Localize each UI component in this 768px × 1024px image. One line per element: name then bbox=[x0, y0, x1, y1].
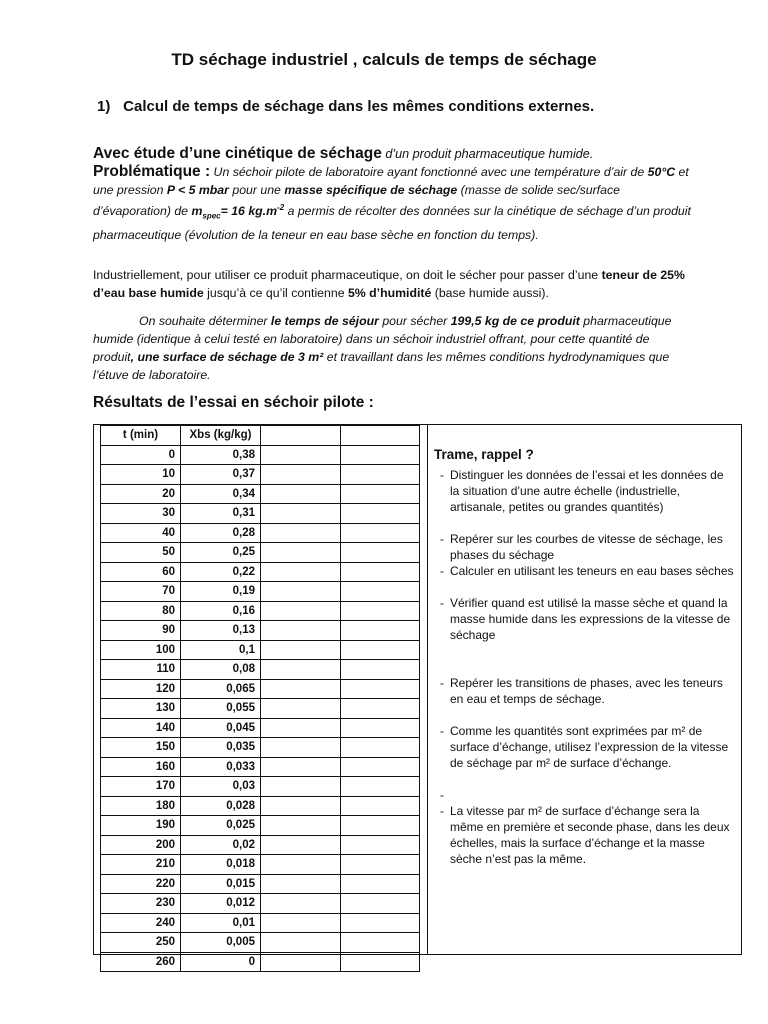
empty-cell bbox=[341, 874, 420, 894]
problem-paragraph bbox=[93, 163, 693, 244]
objective-text-2: pour sécher bbox=[378, 314, 451, 328]
empty-cell bbox=[261, 543, 341, 563]
empty-cell bbox=[341, 601, 420, 621]
table-row bbox=[101, 660, 420, 680]
empty-cell bbox=[261, 777, 341, 797]
table-row bbox=[101, 933, 420, 953]
xbs-cell: 0,025 bbox=[181, 816, 261, 836]
empty-cell bbox=[261, 484, 341, 504]
time-cell: 260 bbox=[101, 952, 181, 972]
empty-cell bbox=[261, 894, 341, 914]
problem-text-2: et une pression bbox=[93, 165, 689, 197]
drying-data-table bbox=[100, 425, 420, 972]
empty-cell bbox=[341, 621, 420, 641]
objective-paragraph bbox=[93, 312, 693, 384]
industrial-bold-1: teneur de 25% d’eau base humide bbox=[93, 268, 685, 300]
table-row bbox=[101, 874, 420, 894]
time-cell: 60 bbox=[101, 562, 181, 582]
time-cell: 170 bbox=[101, 777, 181, 797]
empty-cell bbox=[341, 523, 420, 543]
trame-item bbox=[440, 563, 736, 579]
xbs-cell: 0,38 bbox=[181, 445, 261, 465]
header-xbs: Xbs (kg/kg) bbox=[181, 426, 261, 446]
bullet-dash: - bbox=[440, 468, 444, 482]
table-row bbox=[101, 952, 420, 972]
empty-cell bbox=[261, 640, 341, 660]
empty-cell bbox=[341, 679, 420, 699]
xbs-cell: 0,28 bbox=[181, 523, 261, 543]
time-cell: 10 bbox=[101, 465, 181, 485]
trame-item bbox=[440, 531, 736, 563]
problem-m-symbol: m bbox=[191, 204, 203, 219]
trame-item-text: Vérifier quand est utilisé la masse sèche et quand la masse humide dans les expressions de la vitesse de séchage bbox=[450, 596, 731, 642]
xbs-cell: 0 bbox=[181, 952, 261, 972]
time-cell: 50 bbox=[101, 543, 181, 563]
time-cell: 90 bbox=[101, 621, 181, 641]
xbs-cell: 0,005 bbox=[181, 933, 261, 953]
empty-cell bbox=[341, 894, 420, 914]
xbs-cell: 0,065 bbox=[181, 679, 261, 699]
xbs-cell: 0,033 bbox=[181, 757, 261, 777]
trame-title: Trame, rappel ? bbox=[434, 447, 534, 462]
empty-cell bbox=[341, 952, 420, 972]
xbs-cell: 0,035 bbox=[181, 738, 261, 758]
table-row bbox=[101, 718, 420, 738]
empty-cell bbox=[261, 504, 341, 524]
table-row bbox=[101, 777, 420, 797]
xbs-cell: 0,055 bbox=[181, 699, 261, 719]
xbs-cell: 0,01 bbox=[181, 913, 261, 933]
empty-cell bbox=[261, 913, 341, 933]
trame-item-text: Distinguer les données de l’essai et les données de la situation d’une autre échelle (industrielle, artisanale, petites ou grandes quantités) bbox=[450, 468, 724, 514]
table-row bbox=[101, 523, 420, 543]
time-cell: 110 bbox=[101, 660, 181, 680]
empty-cell bbox=[261, 718, 341, 738]
empty-cell bbox=[341, 699, 420, 719]
trame-item bbox=[440, 723, 736, 771]
header-time: t (min) bbox=[101, 426, 181, 446]
xbs-cell: 0,22 bbox=[181, 562, 261, 582]
header-empty-1 bbox=[261, 426, 341, 446]
table-row bbox=[101, 504, 420, 524]
objective-text-1: On souhaite déterminer bbox=[139, 314, 271, 328]
trame-item bbox=[440, 803, 736, 867]
bullet-dash: - bbox=[440, 564, 444, 578]
header-empty-2 bbox=[341, 426, 420, 446]
xbs-cell: 0,1 bbox=[181, 640, 261, 660]
objective-text-3: pharmaceutique humide (identique à celui testé en laboratoire) dans un séchoir industriel offrant, pour cette quantité de produit bbox=[93, 314, 672, 364]
table-row bbox=[101, 757, 420, 777]
empty-cell bbox=[341, 582, 420, 602]
table-row bbox=[101, 621, 420, 641]
empty-cell bbox=[261, 679, 341, 699]
bullet-dash: - bbox=[440, 724, 444, 738]
xbs-cell: 0,03 bbox=[181, 777, 261, 797]
document-title: TD séchage industriel , calculs de temps de séchage bbox=[171, 50, 597, 69]
trame-item-text: Repérer les transitions de phases, avec les teneurs en eau et temps de séchage. bbox=[450, 676, 723, 706]
empty-cell bbox=[261, 952, 341, 972]
trame-item bbox=[440, 787, 736, 803]
industrial-text-2: jusqu’à ce qu’il contienne bbox=[203, 286, 348, 300]
time-cell: 190 bbox=[101, 816, 181, 836]
empty-cell bbox=[261, 601, 341, 621]
time-cell: 160 bbox=[101, 757, 181, 777]
empty-cell bbox=[261, 738, 341, 758]
time-cell: 0 bbox=[101, 445, 181, 465]
empty-cell bbox=[341, 484, 420, 504]
time-cell: 100 bbox=[101, 640, 181, 660]
trame-item bbox=[440, 675, 736, 707]
empty-cell bbox=[261, 757, 341, 777]
xbs-cell: 0,045 bbox=[181, 718, 261, 738]
table-row bbox=[101, 816, 420, 836]
table-row bbox=[101, 699, 420, 719]
problem-text-5: a permis de récolter des données sur la cinétique de séchage d’un produit pharmaceutique (évolution de la teneur en eau base sèche en fonction du temps). bbox=[93, 204, 691, 242]
empty-cell bbox=[261, 562, 341, 582]
time-cell: 140 bbox=[101, 718, 181, 738]
table-row bbox=[101, 601, 420, 621]
problem-temperature: 50°C bbox=[647, 165, 676, 179]
problem-pressure: P < 5 mbar bbox=[166, 183, 229, 197]
empty-cell bbox=[341, 718, 420, 738]
empty-cell bbox=[261, 796, 341, 816]
empty-cell bbox=[341, 640, 420, 660]
empty-cell bbox=[341, 777, 420, 797]
time-cell: 250 bbox=[101, 933, 181, 953]
empty-cell bbox=[341, 796, 420, 816]
empty-cell bbox=[261, 523, 341, 543]
time-cell: 220 bbox=[101, 874, 181, 894]
intro-head-italic: d’un produit pharmaceutique humide. bbox=[381, 147, 594, 161]
problem-m-exponent: -2 bbox=[277, 203, 285, 212]
empty-cell bbox=[341, 855, 420, 875]
empty-cell bbox=[341, 543, 420, 563]
table-row bbox=[101, 543, 420, 563]
trame-item-text: Comme les quantités sont exprimées par m² de surface d’échange, utilisez l’expression de la vitesse de séchage par m² de surface d’échange. bbox=[450, 724, 729, 770]
problem-m-value: = 16 kg.m bbox=[220, 204, 278, 219]
empty-cell bbox=[261, 660, 341, 680]
table-row bbox=[101, 484, 420, 504]
industrial-bold-2: 5% d’humidité bbox=[347, 286, 432, 300]
objective-bold-1: le temps de séjour bbox=[270, 314, 379, 328]
trame-list bbox=[440, 467, 736, 867]
intro-heading bbox=[93, 145, 693, 163]
table-row bbox=[101, 679, 420, 699]
empty-cell bbox=[341, 445, 420, 465]
empty-cell bbox=[341, 757, 420, 777]
xbs-cell: 0,018 bbox=[181, 855, 261, 875]
empty-cell bbox=[261, 874, 341, 894]
problem-text-1: Un séchoir pilote de laboratoire ayant fonctionné avec une température d’air de bbox=[210, 165, 648, 179]
xbs-cell: 0,012 bbox=[181, 894, 261, 914]
time-cell: 150 bbox=[101, 738, 181, 758]
xbs-cell: 0,31 bbox=[181, 504, 261, 524]
table-row bbox=[101, 855, 420, 875]
industrial-text-3: (base humide aussi). bbox=[431, 286, 549, 300]
empty-cell bbox=[261, 445, 341, 465]
results-heading: Résultats de l’essai en séchoir pilote : bbox=[93, 394, 374, 411]
xbs-cell: 0,25 bbox=[181, 543, 261, 563]
time-cell: 40 bbox=[101, 523, 181, 543]
trame-item-text: Repérer sur les courbes de vitesse de séchage, les phases du séchage bbox=[450, 532, 723, 562]
time-cell: 80 bbox=[101, 601, 181, 621]
bullet-dash: - bbox=[440, 532, 444, 546]
empty-cell bbox=[341, 738, 420, 758]
table-row bbox=[101, 562, 420, 582]
industrial-text-1: Industriellement, pour utiliser ce produit pharmaceutique, on doit le sécher pour passer d’une bbox=[93, 268, 602, 282]
problem-m-subscript: spec bbox=[202, 211, 221, 221]
time-cell: 200 bbox=[101, 835, 181, 855]
time-cell: 230 bbox=[101, 894, 181, 914]
time-cell: 20 bbox=[101, 484, 181, 504]
time-cell: 180 bbox=[101, 796, 181, 816]
table-header-row bbox=[101, 426, 420, 446]
table-row bbox=[101, 738, 420, 758]
xbs-cell: 0,37 bbox=[181, 465, 261, 485]
table-row bbox=[101, 796, 420, 816]
trame-item-text bbox=[450, 788, 453, 802]
empty-cell bbox=[341, 465, 420, 485]
question-text: Calcul de temps de séchage dans les mêmes conditions externes. bbox=[123, 98, 595, 115]
trame-item-text: Calculer en utilisant les teneurs en eau bases sèches bbox=[450, 564, 734, 578]
empty-cell bbox=[261, 816, 341, 836]
problem-specific-mass: masse spécifique de séchage bbox=[284, 183, 458, 197]
bullet-dash: - bbox=[440, 596, 444, 610]
time-cell: 120 bbox=[101, 679, 181, 699]
empty-cell bbox=[261, 835, 341, 855]
bullet-dash: - bbox=[440, 804, 444, 818]
empty-cell bbox=[261, 933, 341, 953]
xbs-cell: 0,08 bbox=[181, 660, 261, 680]
empty-cell bbox=[341, 913, 420, 933]
empty-cell bbox=[261, 855, 341, 875]
time-cell: 30 bbox=[101, 504, 181, 524]
trame-item bbox=[440, 595, 736, 643]
xbs-cell: 0,13 bbox=[181, 621, 261, 641]
empty-cell bbox=[341, 660, 420, 680]
xbs-cell: 0,34 bbox=[181, 484, 261, 504]
table-row bbox=[101, 582, 420, 602]
empty-cell bbox=[261, 621, 341, 641]
table-row bbox=[101, 835, 420, 855]
xbs-cell: 0,028 bbox=[181, 796, 261, 816]
empty-cell bbox=[341, 816, 420, 836]
empty-cell bbox=[341, 933, 420, 953]
bullet-dash: - bbox=[440, 788, 444, 802]
table-row bbox=[101, 640, 420, 660]
empty-cell bbox=[341, 562, 420, 582]
empty-cell bbox=[341, 504, 420, 524]
problem-text-3: pour une bbox=[228, 183, 285, 197]
problem-label: Problématique : bbox=[93, 163, 211, 180]
xbs-cell: 0,19 bbox=[181, 582, 261, 602]
time-cell: 210 bbox=[101, 855, 181, 875]
empty-cell bbox=[341, 835, 420, 855]
empty-cell bbox=[261, 582, 341, 602]
objective-bold-2: 199,5 kg de ce produit bbox=[450, 314, 580, 328]
problem-text-4: (masse de solide sec/surface d’évaporation) de bbox=[93, 183, 620, 219]
xbs-cell: 0,16 bbox=[181, 601, 261, 621]
table-row bbox=[101, 445, 420, 465]
objective-text-4: et travaillant dans les mêmes conditions hydrodynamiques que l’étuve de laboratoire. bbox=[93, 350, 670, 382]
table-row bbox=[101, 465, 420, 485]
industrial-paragraph bbox=[93, 266, 693, 302]
time-cell: 70 bbox=[101, 582, 181, 602]
table-row bbox=[101, 913, 420, 933]
objective-bold-3: , une surface de séchage de 3 m² bbox=[130, 350, 324, 364]
question-heading bbox=[97, 98, 594, 115]
question-number: 1) bbox=[97, 98, 111, 115]
time-cell: 240 bbox=[101, 913, 181, 933]
time-cell: 130 bbox=[101, 699, 181, 719]
bullet-dash: - bbox=[440, 676, 444, 690]
empty-cell bbox=[261, 465, 341, 485]
trame-item-text: La vitesse par m² de surface d’échange sera la même en première et seconde phase, dans les deux échelles, mais la surface d’échange et la masse sèche n’est pas la même. bbox=[450, 804, 730, 866]
table-row bbox=[101, 894, 420, 914]
empty-cell bbox=[261, 699, 341, 719]
xbs-cell: 0,015 bbox=[181, 874, 261, 894]
xbs-cell: 0,02 bbox=[181, 835, 261, 855]
intro-head-bold: Avec étude d’une cinétique de séchage bbox=[93, 145, 382, 162]
trame-item bbox=[440, 467, 736, 515]
